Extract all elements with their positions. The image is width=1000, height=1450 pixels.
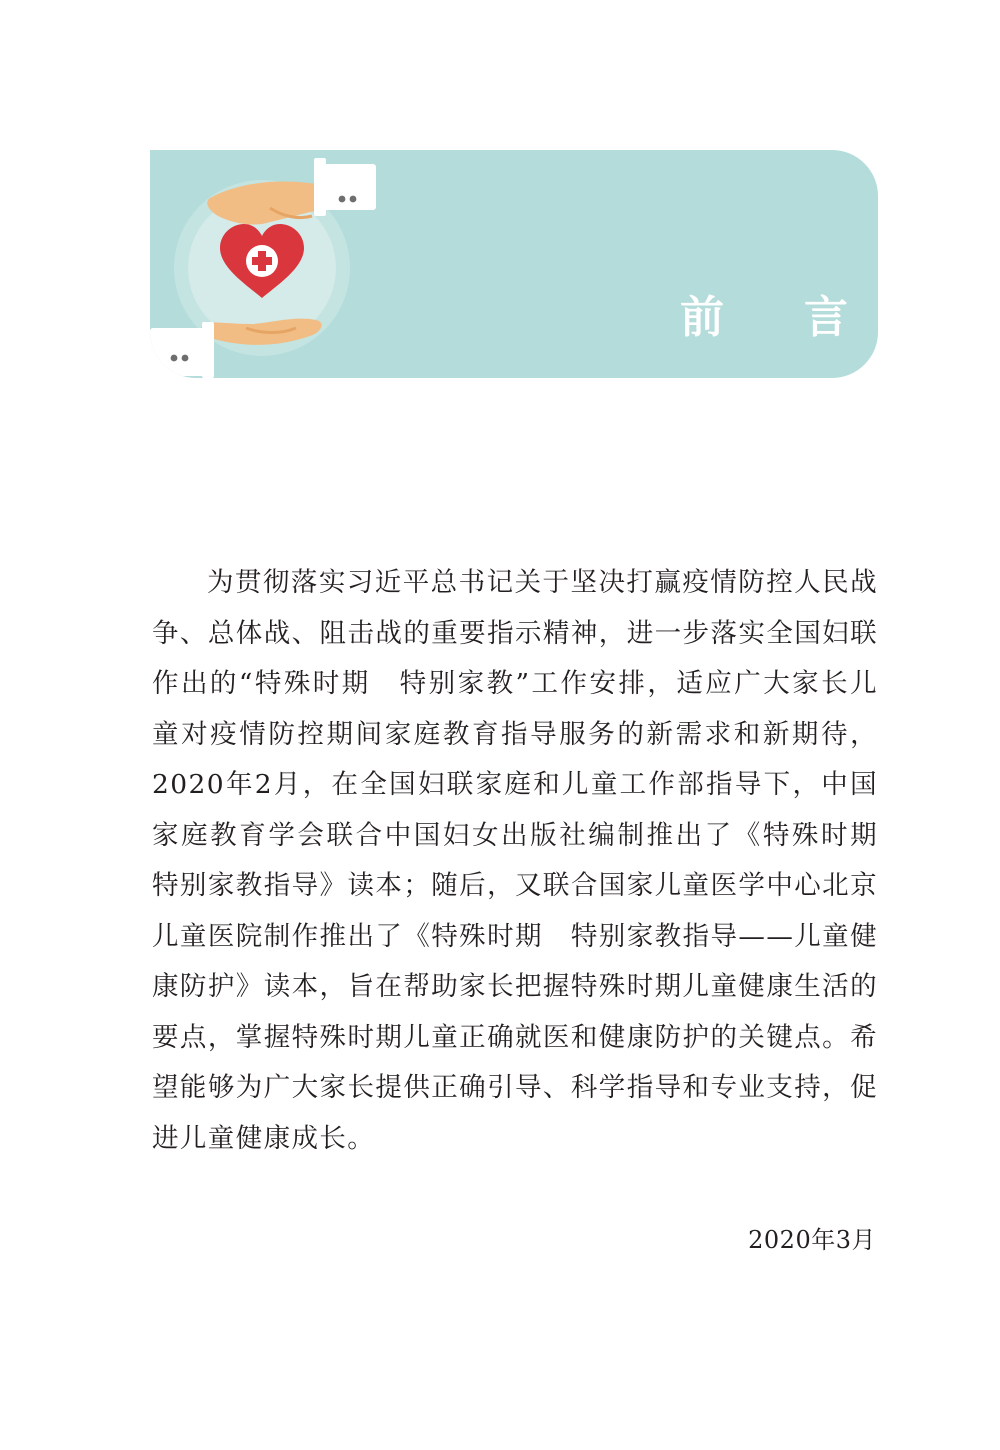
date-line: 2020年3月 xyxy=(748,1226,876,1254)
title-char-2: 言 xyxy=(804,292,850,343)
heart-care-emblem xyxy=(150,150,390,378)
preface-paragraph: 为贯彻落实习近平总书记关于坚决打赢疫情防控人民战争、总体战、阻击战的重要指示精神，进一步落实全国妇联作出的“特殊时期 特别家教”工作安排，适应广大家长儿童对疫情防控期间家庭教育指导服务的新需求和新期待，2020年2月，在全国妇联家庭和儿童工作部指导下，中国家庭教育学会联合中国妇女出版社编制推出了《特殊时期 特别家教指导》读本；随后，又联合国家儿童医学中心北京儿童医院制作推出了《特殊时期 特别家教指导——儿童健康防护》读本，旨在帮助家长把握特殊时期儿童健康生活的要点，掌握特殊时期儿童正确就医和健康防护的关键点。希望能够为广大家长提供正确引导、科学指导和专业支持，促进儿童健康成长。 xyxy=(152,567,906,1154)
title-char-1: 前 xyxy=(680,292,726,343)
lower-cuff-icon xyxy=(150,328,206,376)
page-title xyxy=(680,288,850,348)
upper-cuff-icon xyxy=(320,164,376,210)
upper-hand-icon xyxy=(207,158,376,225)
